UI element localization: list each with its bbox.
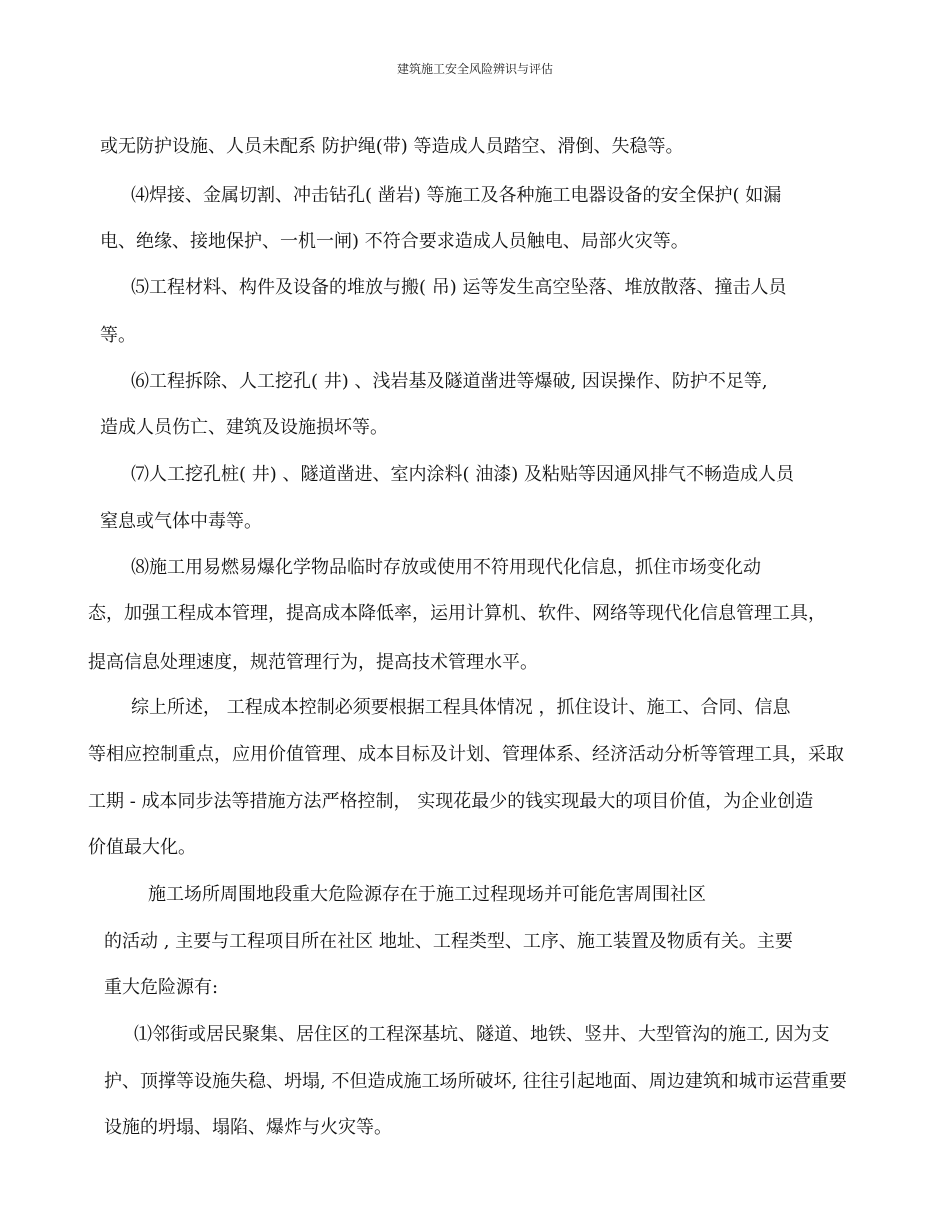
- text-line: ⑷焊接、金属切割、冲击钻孔( 凿岩) 等施工及各种施工电器设备的安全保护( 如漏: [131, 185, 782, 206]
- text-line: 价值最大化。: [88, 837, 196, 858]
- text-line: 窒息或气体中毒等。: [100, 511, 262, 532]
- text-line: 等。: [100, 325, 136, 346]
- text-line: 护、顶撑等设施失稳、坍塌, 不但造成施工场所破坏, 往往引起地面、周边建筑和城市运营重要: [104, 1071, 847, 1092]
- text-line: 提高信息处理速度，规范管理行为，提高技术管理水平。: [88, 652, 538, 673]
- text-line: 重大危险源有:: [104, 977, 219, 998]
- text-line: ⑹工程拆除、人工挖孔( 井) 、浅岩基及隧道凿进等爆破, 因误操作、防护不足等,: [131, 371, 768, 392]
- text-line: 工期 - 成本同步法等措施方法严格控制， 实现花最少的钱实现最大的项目价值，为企业创造: [88, 791, 814, 812]
- text-line: 等相应控制重点，应用价值管理、成本目标及计划、管理体系、经济活动分析等管理工具，采取: [88, 744, 844, 765]
- text-line: ⑺人工挖孔桩( 井) 、隧道凿进、室内涂料( 油漆) 及粘贴等因通风排气不畅造成人员: [131, 464, 794, 485]
- text-line: 或无防护设施、人员未配系 防护绳(带) 等造成人员踏空、滑倒、失稳等。: [100, 136, 684, 157]
- text-line: 设施的坍塌、塌陷、爆炸与火灾等。: [104, 1117, 392, 1138]
- text-line: 造成人员伤亡、建筑及设施损坏等。: [100, 417, 388, 438]
- text-line: 态，加强工程成本管理，提高成本降低率，运用计算机、软件、网络等现代化信息管理工具，: [88, 603, 826, 624]
- text-line: 的活动 , 主要与工程项目所在社区 地址、工程类型、工序、施工装置及物质有关。主要: [104, 931, 793, 952]
- page-header: 建筑施工安全风险辨识与评估: [396, 62, 553, 76]
- text-line: 施工场所周围地段重大危险源存在于施工过程现场并可能危害周围社区: [148, 884, 706, 905]
- text-line: 综上所述， 工程成本控制必须要根据工程具体情况 ，抓住设计、施工、合同、信息: [131, 697, 791, 718]
- text-line: ⑻施工用易燃易爆化学物品临时存放或使用不符用现代化信息，抓住市场变化动: [131, 557, 761, 578]
- text-line: 电、绝缘、接地保护、一机一闸) 不符合要求造成人员触电、局部火灾等。: [100, 231, 689, 252]
- text-line: ⑴邻街或居民聚集、居住区的工程深基坑、隧道、地铁、竖井、大型管沟的施工, 因为支: [134, 1024, 830, 1045]
- text-line: ⑸工程材料、构件及设备的堆放与搬( 吊) 运等发生高空坠落、堆放散落、撞击人员: [131, 277, 787, 298]
